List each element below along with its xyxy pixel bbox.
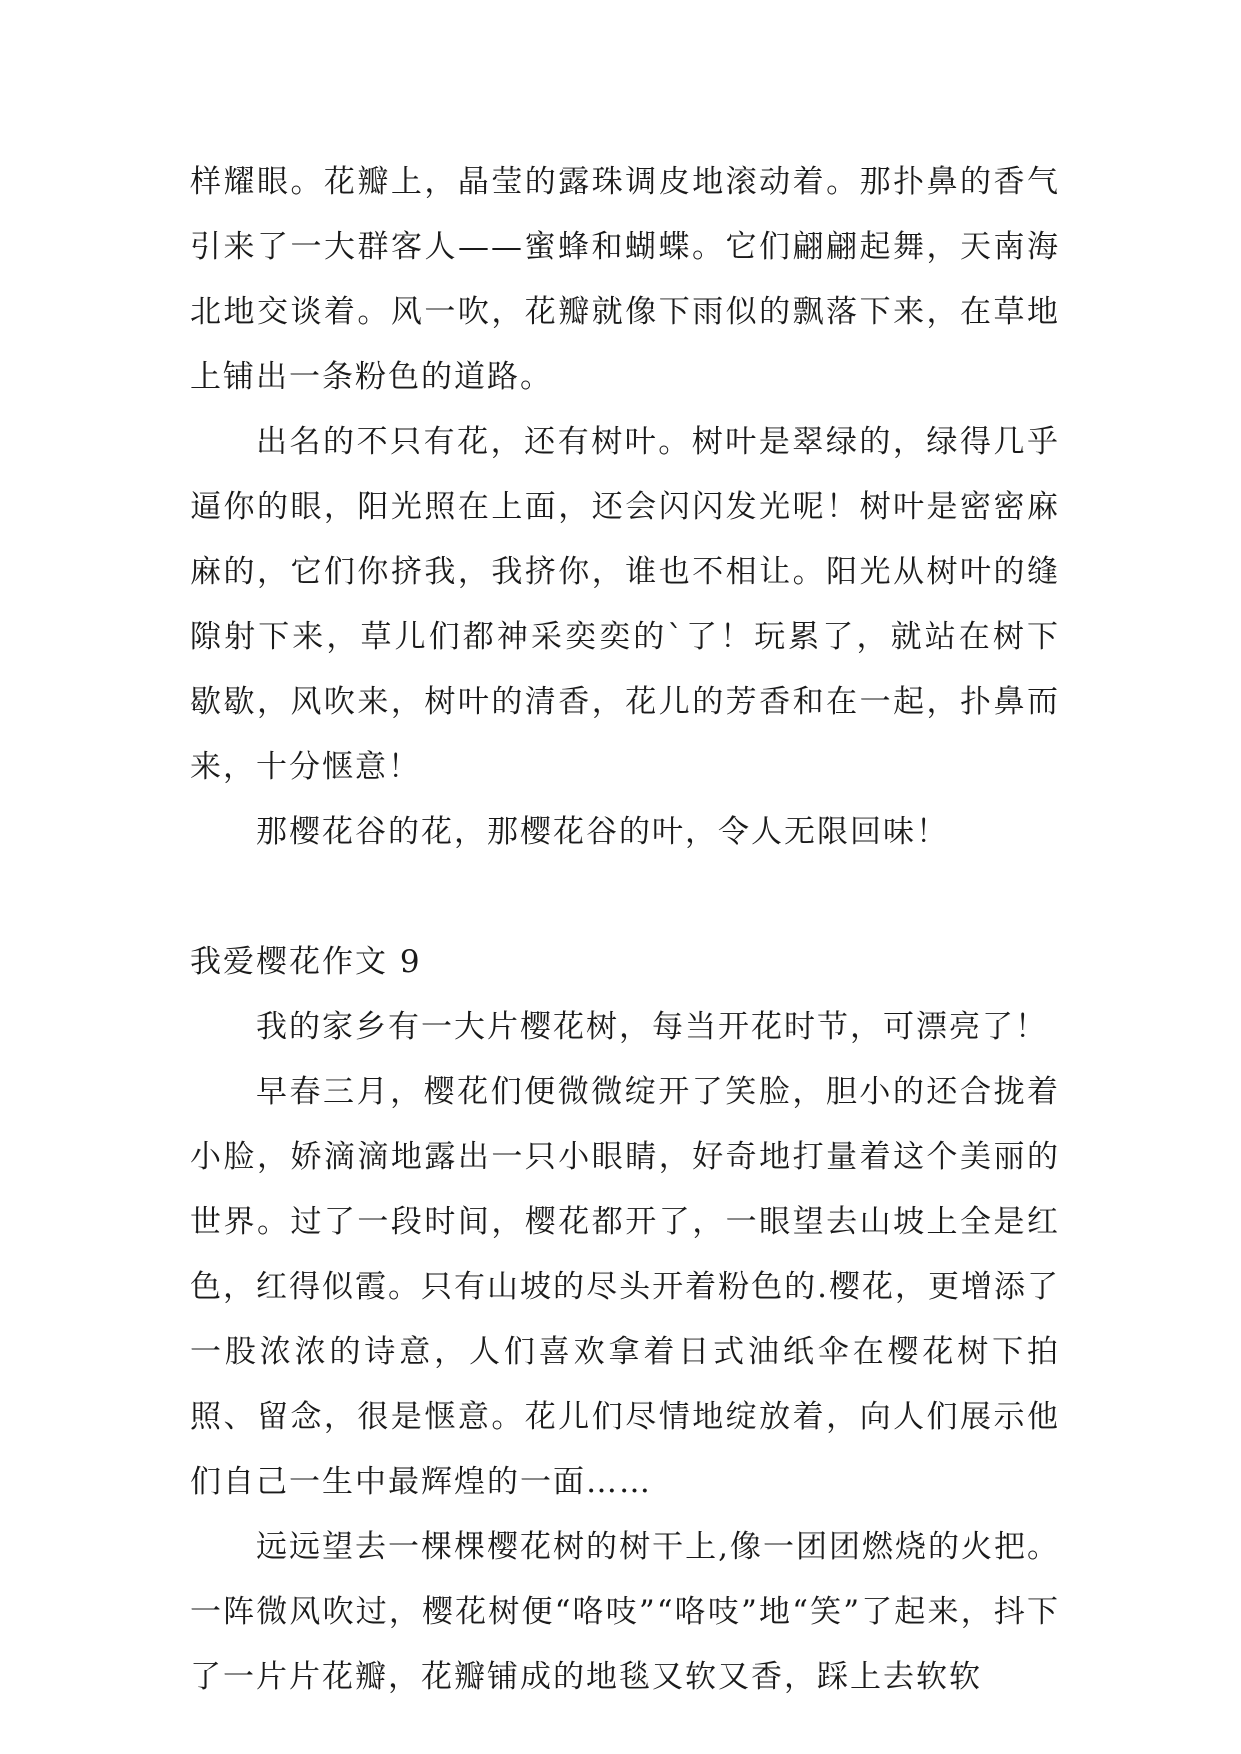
section-spacer [190, 865, 1060, 930]
document-body [190, 150, 1060, 1710]
paragraph-6: 远远望去一棵棵樱花树的树干上,像一团团燃烧的火把。一阵微风吹过，樱花树便“咯吱”“咯吱”地“笑”了起来，抖下了一片片花瓣，花瓣铺成的地毯又软又香，踩上去软软 [190, 1529, 1060, 1695]
paragraph-3: 那樱花谷的花，那樱花谷的叶，令人无限回味！ [256, 814, 949, 850]
section-title: 我爱樱花作文 9 [190, 944, 422, 980]
paragraph-5: 早春三月，樱花们便微微绽开了笑脸，胆小的还合拢着小脸，娇滴滴地露出一只小眼睛，好奇地打量着这个美丽的世界。过了一段时间，樱花都开了，一眼望去山坡上全是红色，红得似霞。只有山坡的尽头开着粉色的.樱花，更增添了一股浓浓的诗意，人们喜欢拿着日式油纸伞在樱花树下拍照、留念，很是惬意。花儿们尽情地绽放着，向人们展示他们自己一生中最辉煌的一面…… [190, 1074, 1060, 1500]
paragraph-2: 出名的不只有花，还有树叶。树叶是翠绿的，绿得几乎逼你的眼，阳光照在上面，还会闪闪发光呢！树叶是密密麻麻的，它们你挤我，我挤你，谁也不相让。阳光从树叶的缝隙射下来，草儿们都神采奕奕的`了！玩累了，就站在树下歇歇，风吹来，树叶的清香，花儿的芳香和在一起，扑鼻而来，十分惬意！ [190, 424, 1060, 785]
paragraph-1: 样耀眼。花瓣上，晶莹的露珠调皮地滚动着。那扑鼻的香气引来了一大群客人——蜜蜂和蝴蝶。它们翩翩起舞，天南海北地交谈着。风一吹，花瓣就像下雨似的飘落下来，在草地上铺出一条粉色的道路。 [190, 164, 1060, 395]
paragraph-4: 我的家乡有一大片樱花树，每当开花时节，可漂亮了！ [256, 1009, 1048, 1045]
